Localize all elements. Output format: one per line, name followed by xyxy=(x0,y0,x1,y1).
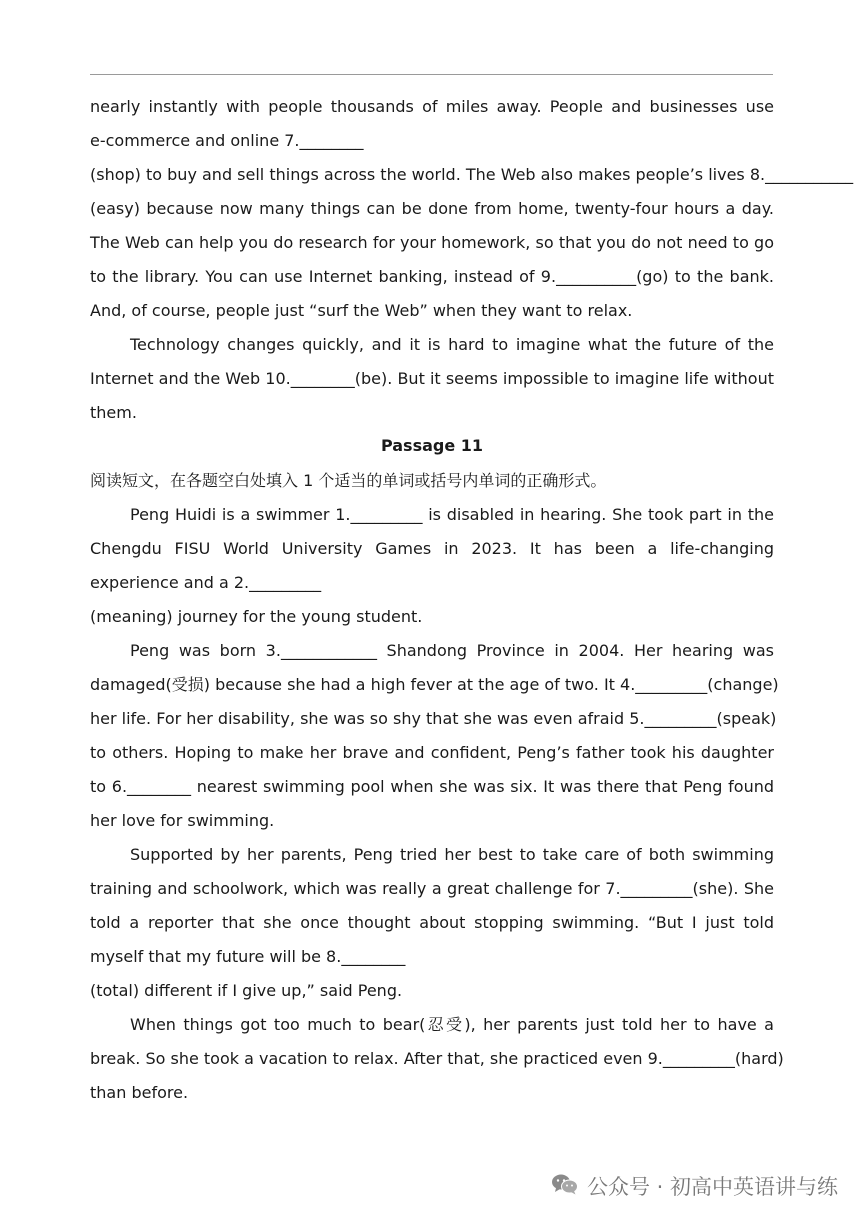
text-line: to others. Hoping to make her brave and confident, Peng’s father took his daughter xyxy=(90,743,774,762)
paragraph-start: Peng was born 3.____________ Shandong Province in 2004. Her hearing was xyxy=(130,641,774,660)
header-divider xyxy=(90,74,773,75)
text-line: e-commerce and online 7.________ xyxy=(90,131,364,150)
text-line: to 6.________ nearest swimming pool when she was six. It was there that Peng found xyxy=(90,777,774,796)
text-line: experience and a 2._________ xyxy=(90,573,322,592)
passage-title: Passage 11 xyxy=(380,436,484,455)
text-line: them. xyxy=(90,403,137,422)
text-line: (shop) to buy and sell things across the world. The Web also makes people’s lives 8.___________ xyxy=(90,165,854,184)
paragraph-start: When things got too much to bear(忍受), her parents just told her to have a xyxy=(130,1015,774,1034)
paragraph-start: Technology changes quickly, and it is hard to imagine what the future of the xyxy=(130,335,774,354)
instruction-text: 阅读短文，在各题空白处填入 1 个适当的单词或括号内单词的正确形式。 xyxy=(90,471,607,490)
text-line: myself that my future will be 8.________ xyxy=(90,947,406,966)
text-line: than before. xyxy=(90,1083,189,1102)
text-line: Internet and the Web 10.________(be). But it seems impossible to imagine life without xyxy=(90,369,774,388)
watermark xyxy=(551,1172,838,1204)
text-line: And, of course, people just “surf the Web” when they want to relax. xyxy=(90,301,633,320)
watermark-text: 公众号 · 初高中英语讲与练 xyxy=(586,1175,838,1199)
text-line: Chengdu FISU World University Games in 2023. It has been a life-changing xyxy=(90,539,774,558)
text-line: training and schoolwork, which was really a great challenge for 7._________(she). She xyxy=(90,879,774,898)
text-line: her life. For her disability, she was so shy that she was even afraid 5._________(speak) xyxy=(90,709,777,728)
text-line: to the library. You can use Internet banking, instead of 9.__________(go) to the bank. xyxy=(90,267,774,286)
paragraph-start: Peng Huidi is a swimmer 1._________ is disabled in hearing. She took part in the xyxy=(130,505,774,524)
text-line: (easy) because now many things can be done from home, twenty-four hours a day. xyxy=(90,199,774,218)
text-line: (total) different if I give up,” said Peng. xyxy=(90,981,403,1000)
text-line: nearly instantly with people thousands of miles away. People and businesses use xyxy=(90,97,774,116)
text-line: break. So she took a vacation to relax. After that, she practiced even 9._________(hard) xyxy=(90,1049,784,1068)
text-line: her love for swimming. xyxy=(90,811,275,830)
text-line: (meaning) journey for the young student. xyxy=(90,607,423,626)
wechat-icon xyxy=(551,1172,579,1204)
text-line: told a reporter that she once thought about stopping swimming. “But I just told xyxy=(90,913,774,932)
paragraph-start: Supported by her parents, Peng tried her best to take care of both swimming xyxy=(130,845,774,864)
text-line: The Web can help you do research for your homework, so that you do not need to go xyxy=(90,233,774,252)
text-line: damaged(受损) because she had a high fever at the age of two. It 4._________(change) xyxy=(90,675,779,694)
